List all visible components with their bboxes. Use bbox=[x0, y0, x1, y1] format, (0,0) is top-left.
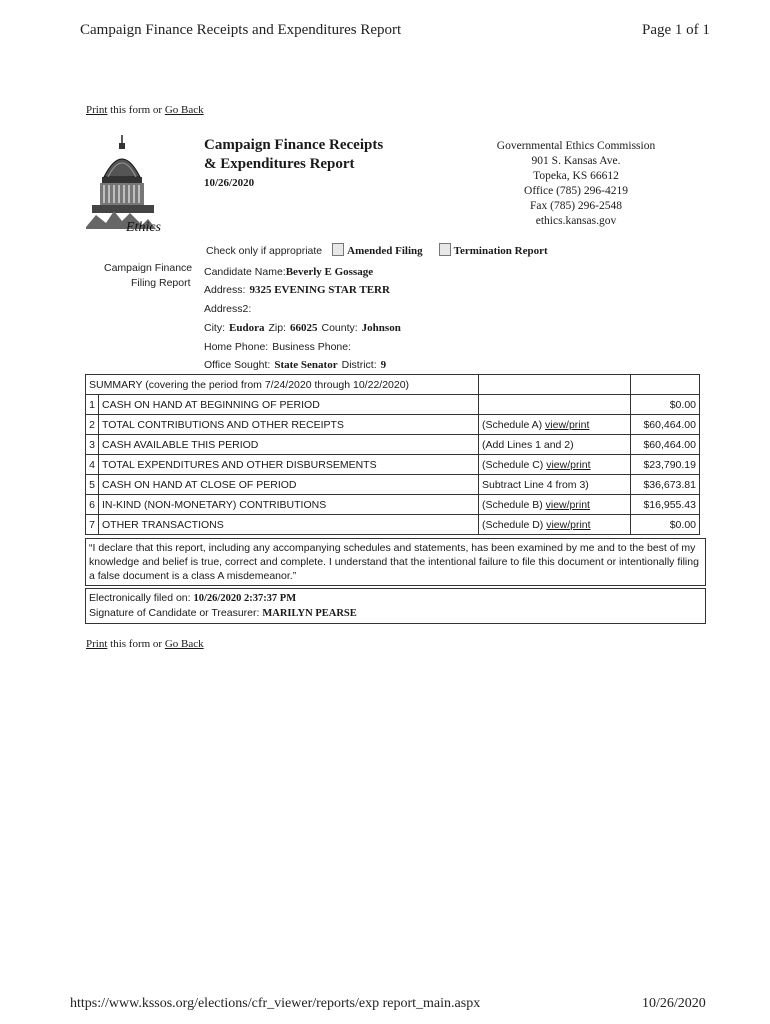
row-schedule: Subtract Line 4 from 3) bbox=[479, 475, 631, 495]
row-label: CASH ON HAND AT BEGINNING OF PERIOD bbox=[99, 395, 479, 415]
table-row bbox=[86, 395, 700, 415]
row-amount: $0.00 bbox=[631, 395, 700, 415]
report-title bbox=[204, 136, 383, 193]
city-value: Eudora bbox=[229, 322, 265, 334]
summary-caption-row bbox=[86, 375, 700, 395]
district-label: District: bbox=[341, 359, 377, 371]
row-schedule bbox=[479, 455, 631, 475]
zip-label: Zip: bbox=[268, 322, 286, 334]
view-print-link-schedule-b[interactable]: view/print bbox=[545, 498, 590, 511]
office-sought-label: Office Sought: bbox=[204, 359, 271, 371]
office-sought-value: State Senator bbox=[274, 359, 338, 371]
report-date: 10/26/2020 bbox=[204, 177, 255, 189]
schedule-text: (Schedule C) bbox=[482, 458, 544, 471]
address2-row bbox=[204, 299, 251, 317]
candidate-name-label: Candidate Name: bbox=[204, 266, 286, 278]
row-label: CASH AVAILABLE THIS PERIOD bbox=[99, 435, 479, 455]
row-amount: $60,464.00 bbox=[631, 435, 700, 455]
city-row bbox=[204, 318, 401, 336]
agency-city: Topeka, KS 66612 bbox=[533, 170, 619, 182]
report-title-line2: & Expenditures Report bbox=[204, 156, 355, 172]
signature-label: Signature of Candidate or Treasurer: bbox=[89, 607, 260, 619]
table-row bbox=[86, 475, 700, 495]
section-label-1: Campaign Finance bbox=[104, 262, 193, 274]
district-value: 9 bbox=[380, 359, 387, 371]
filed-value: 10/26/2020 2:37:37 PM bbox=[193, 593, 297, 604]
schedule-text: (Schedule B) bbox=[482, 498, 543, 511]
print-footer-url: https://www.kssos.org/elections/cfr_viewer/reports/exp report_main.aspx bbox=[70, 996, 481, 1011]
schedule-text: (Schedule D) bbox=[482, 518, 544, 531]
filed-label: Electronically filed on: bbox=[89, 592, 191, 604]
address-label: Address: bbox=[204, 284, 246, 296]
address2-label: Address2: bbox=[204, 303, 252, 315]
row-schedule bbox=[479, 415, 631, 435]
top-nav bbox=[86, 104, 204, 116]
row-schedule bbox=[479, 395, 631, 415]
row-number: 3 bbox=[86, 435, 99, 455]
zip-value: 66025 bbox=[289, 322, 318, 334]
county-value: Johnson bbox=[361, 322, 401, 334]
table-row bbox=[86, 415, 700, 435]
section-label-2: Filing Report bbox=[131, 277, 191, 289]
print-link-bottom[interactable]: Print bbox=[86, 638, 108, 650]
logo-text: Ethics bbox=[126, 220, 161, 233]
signature-value: MARILYN PEARSE bbox=[262, 608, 357, 619]
home-phone-label: Home Phone: bbox=[204, 341, 269, 353]
filing-options bbox=[206, 241, 548, 259]
termination-report-label: Termination Report bbox=[453, 245, 548, 257]
row-label: TOTAL CONTRIBUTIONS AND OTHER RECEIPTS bbox=[99, 415, 479, 435]
address-value: 9325 EVENING STAR TERR bbox=[249, 284, 390, 296]
view-print-link-schedule-c[interactable]: view/print bbox=[546, 458, 591, 471]
go-back-link-bottom[interactable]: Go Back bbox=[164, 638, 204, 650]
row-amount: $16,955.43 bbox=[631, 495, 700, 515]
row-number: 1 bbox=[86, 395, 99, 415]
filed-box bbox=[85, 588, 706, 624]
table-row bbox=[86, 515, 700, 535]
print-header-title: Campaign Finance Receipts and Expenditures Report bbox=[80, 22, 402, 38]
filing-prompt: Check only if appropriate bbox=[206, 245, 323, 257]
print-link[interactable]: Print bbox=[86, 104, 108, 116]
candidate-name-row bbox=[204, 262, 373, 280]
agency-web: ethics.kansas.gov bbox=[535, 215, 617, 227]
table-row bbox=[86, 435, 700, 455]
amended-filing-checkbox[interactable] bbox=[332, 243, 344, 256]
row-amount: $0.00 bbox=[631, 515, 700, 535]
declaration-box: “I declare that this report, including any accompanying schedules and statements, has been examined by me and to the best of my knowledge and belief is true, correct and complete. I understand that the intentional failure to file this document or intentionally filing a false document is a class A misdemeanor.” bbox=[85, 538, 706, 586]
nav-middle-text-bottom: this form or bbox=[110, 638, 163, 650]
view-print-link-schedule-d[interactable]: view/print bbox=[546, 518, 591, 531]
row-label: CASH ON HAND AT CLOSE OF PERIOD bbox=[99, 475, 479, 495]
schedule-text: (Schedule A) bbox=[482, 418, 543, 431]
row-schedule bbox=[479, 515, 631, 535]
capitol-dome-icon bbox=[86, 131, 172, 233]
view-print-link-schedule-a[interactable]: view/print bbox=[545, 418, 590, 431]
amended-filing-label: Amended Filing bbox=[347, 245, 423, 257]
print-footer-date: 10/26/2020 bbox=[642, 996, 706, 1011]
office-row bbox=[204, 355, 386, 373]
phone-row bbox=[204, 337, 351, 355]
row-label: TOTAL EXPENDITURES AND OTHER DISBURSEMENTS bbox=[99, 455, 479, 475]
table-row bbox=[86, 495, 700, 515]
agency-name: Governmental Ethics Commission bbox=[496, 140, 656, 152]
address-row bbox=[204, 280, 390, 298]
agency-office-phone: Office (785) 296-4219 bbox=[524, 185, 628, 197]
candidate-name: Beverly E Gossage bbox=[285, 266, 374, 278]
row-number: 6 bbox=[86, 495, 99, 515]
summary-caption: SUMMARY (covering the period from 7/24/2020 through 10/22/2020) bbox=[86, 375, 479, 395]
signature-row bbox=[89, 606, 702, 621]
report-title-line1: Campaign Finance Receipts bbox=[204, 137, 384, 153]
summary-table bbox=[85, 374, 700, 535]
row-schedule bbox=[479, 495, 631, 515]
county-label: County: bbox=[321, 322, 358, 334]
nav-middle-text: this form or bbox=[110, 104, 163, 116]
row-amount: $60,464.00 bbox=[631, 415, 700, 435]
row-number: 2 bbox=[86, 415, 99, 435]
row-number: 5 bbox=[86, 475, 99, 495]
go-back-link[interactable]: Go Back bbox=[164, 104, 204, 116]
filed-row bbox=[89, 591, 702, 606]
row-label: OTHER TRANSACTIONS bbox=[99, 515, 479, 535]
row-amount: $23,790.19 bbox=[631, 455, 700, 475]
row-amount: $36,673.81 bbox=[631, 475, 700, 495]
table-row bbox=[86, 455, 700, 475]
city-label: City: bbox=[204, 322, 225, 334]
row-label: IN-KIND (NON-MONETARY) CONTRIBUTIONS bbox=[99, 495, 479, 515]
ethics-logo bbox=[86, 131, 172, 233]
agency-block bbox=[466, 139, 686, 229]
row-schedule: (Add Lines 1 and 2) bbox=[479, 435, 631, 455]
bottom-nav bbox=[86, 638, 204, 650]
agency-address: 901 S. Kansas Ave. bbox=[531, 155, 621, 167]
row-number: 4 bbox=[86, 455, 99, 475]
row-number: 7 bbox=[86, 515, 99, 535]
business-phone-label: Business Phone: bbox=[272, 341, 352, 353]
termination-report-checkbox[interactable] bbox=[439, 243, 451, 256]
agency-fax: Fax (785) 296-2548 bbox=[530, 200, 622, 212]
print-header-page: Page 1 of 1 bbox=[642, 22, 710, 38]
